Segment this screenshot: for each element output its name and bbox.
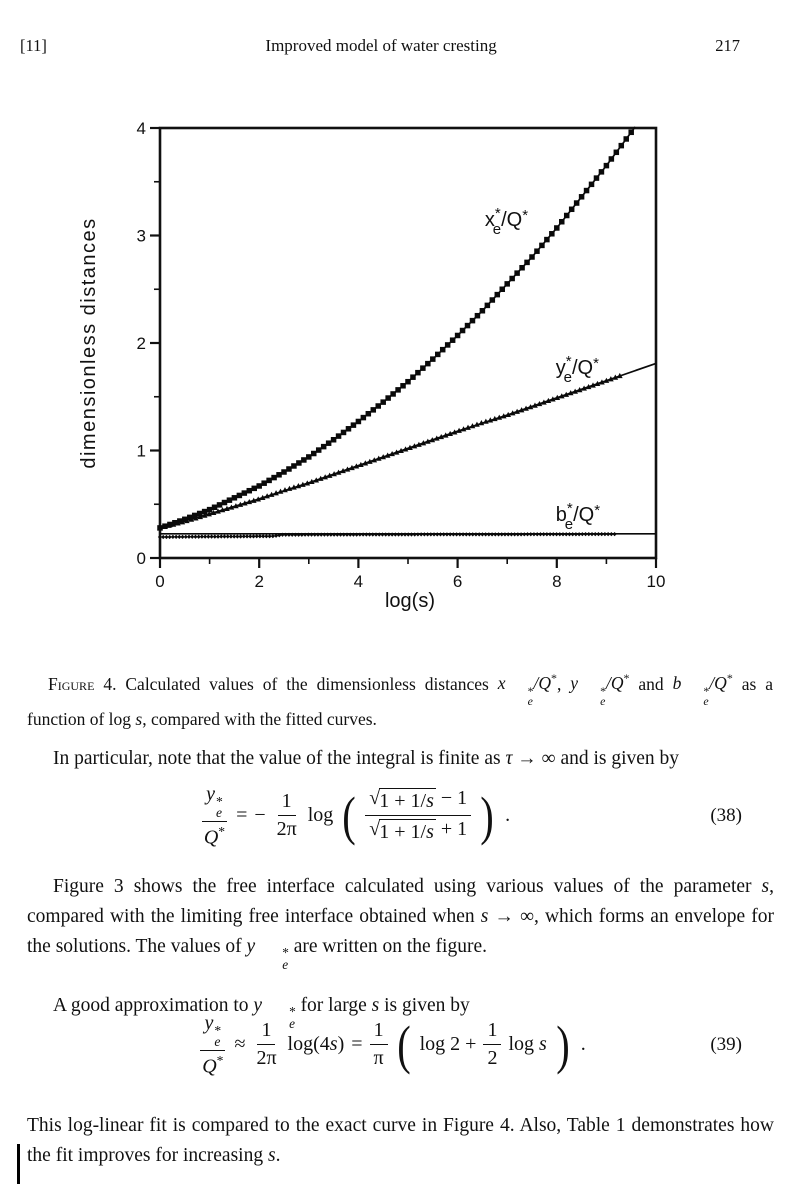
svg-text:1: 1 bbox=[136, 441, 146, 461]
running-title: Improved model of water cresting bbox=[265, 36, 497, 55]
paragraph-3: A good approximation to y * e for large s is given by bbox=[53, 994, 470, 1031]
paragraph-4: This log-linear fit is compared to the exact curve in Figure 4. Also, Table 1 demonstrates how the fit improves for increasing s. bbox=[27, 1114, 774, 1166]
svg-text:6: 6 bbox=[452, 572, 463, 591]
series-be-over-Qstar bbox=[158, 532, 656, 539]
figure-4-chart bbox=[60, 95, 680, 625]
math-be-over-Q: b * e /Q* bbox=[672, 671, 733, 708]
svg-text:4: 4 bbox=[136, 119, 146, 138]
paragraph-2: Figure 3 shows the free interface calculated using various values of the parameter s, compared with the limiting free interface obtained when s → ∞, which forms an envelope for the solutions. The values of y * e are written on the figure. bbox=[27, 875, 775, 972]
equation-38: y * e Q* = − $\frac{1}{2\pi}$ log ( √ 1 + 1/s − 1 √ 1 + 1/s + 1 ) . (38) bbox=[27, 778, 773, 854]
eq38-lhs-fraction: y * e Q* bbox=[203, 782, 226, 849]
figure-label: Figure 4. bbox=[48, 673, 117, 694]
eq39-coefficient-2: $\frac{1}{\pi}$ bbox=[370, 1019, 388, 1070]
svg-text:2: 2 bbox=[136, 334, 146, 353]
page-header bbox=[20, 36, 740, 56]
figure-4-caption: Figure 4. Calculated values of the dimensionless distances x * e /Q*, y * e /Q* and b * e /Q* as a function of log s, compared with the fitted curves. bbox=[27, 671, 773, 729]
math-xe-over-Q: x * e /Q* bbox=[497, 671, 557, 708]
curve-label-be: b* e/Q* bbox=[555, 500, 601, 534]
x-axis-title: log(s) bbox=[384, 590, 436, 612]
plot-frame bbox=[160, 128, 656, 558]
eq38-coefficient: $\frac{1}{2\pi}$ bbox=[276, 790, 297, 841]
y-axis-ticks bbox=[137, 119, 160, 568]
math-ye-over-Q: y * e /Q* bbox=[570, 671, 630, 708]
equation-number-39: (39) bbox=[710, 1034, 742, 1055]
svg-text:10: 10 bbox=[646, 572, 666, 591]
eq39-lhs-fraction: y * e Q* bbox=[202, 1011, 224, 1078]
svg-text:0: 0 bbox=[155, 572, 165, 591]
series-xe-over-Qstar bbox=[157, 127, 635, 534]
svg-text:0: 0 bbox=[136, 549, 146, 568]
curve-label-ye: y* e/Q* bbox=[555, 353, 599, 387]
scan-artifact-line bbox=[17, 1144, 20, 1184]
eq38-inner-fraction: √ 1 + 1/s − 1 √ 1 + 1/s + 1 bbox=[365, 787, 471, 844]
eq39-coefficient-3: $\frac{1}{2}$ bbox=[483, 1019, 501, 1070]
svg-text:4: 4 bbox=[353, 572, 364, 591]
x-axis-ticks bbox=[155, 558, 665, 591]
svg-text:8: 8 bbox=[552, 572, 562, 591]
svg-text:3: 3 bbox=[136, 226, 146, 246]
page-number: 217 bbox=[715, 36, 740, 55]
eq39-coefficient-1: $\frac{1}{2\pi}$ bbox=[256, 1019, 277, 1070]
equation-39: y * e Q* ≈ $\frac{1}{2\pi}$ log(4s) = $\frac{1}{\pi}$ ( log 2 + $\frac{1}{2}$ log s ) . (39) bbox=[27, 1005, 773, 1085]
math-ye-star: y * e bbox=[246, 935, 289, 972]
math-ye-star: y * e bbox=[253, 994, 296, 1031]
curve-label-xe: x* e/Q* bbox=[484, 204, 529, 238]
svg-text:2: 2 bbox=[254, 572, 264, 591]
y-axis-title: dimensionless distances bbox=[78, 217, 100, 469]
paragraph-1: In particular, note that the value of the integral is finite as τ → ∞ and is given by bbox=[53, 747, 680, 769]
equation-number-38: (38) bbox=[710, 805, 742, 826]
issue-marker: [11] bbox=[20, 36, 47, 55]
